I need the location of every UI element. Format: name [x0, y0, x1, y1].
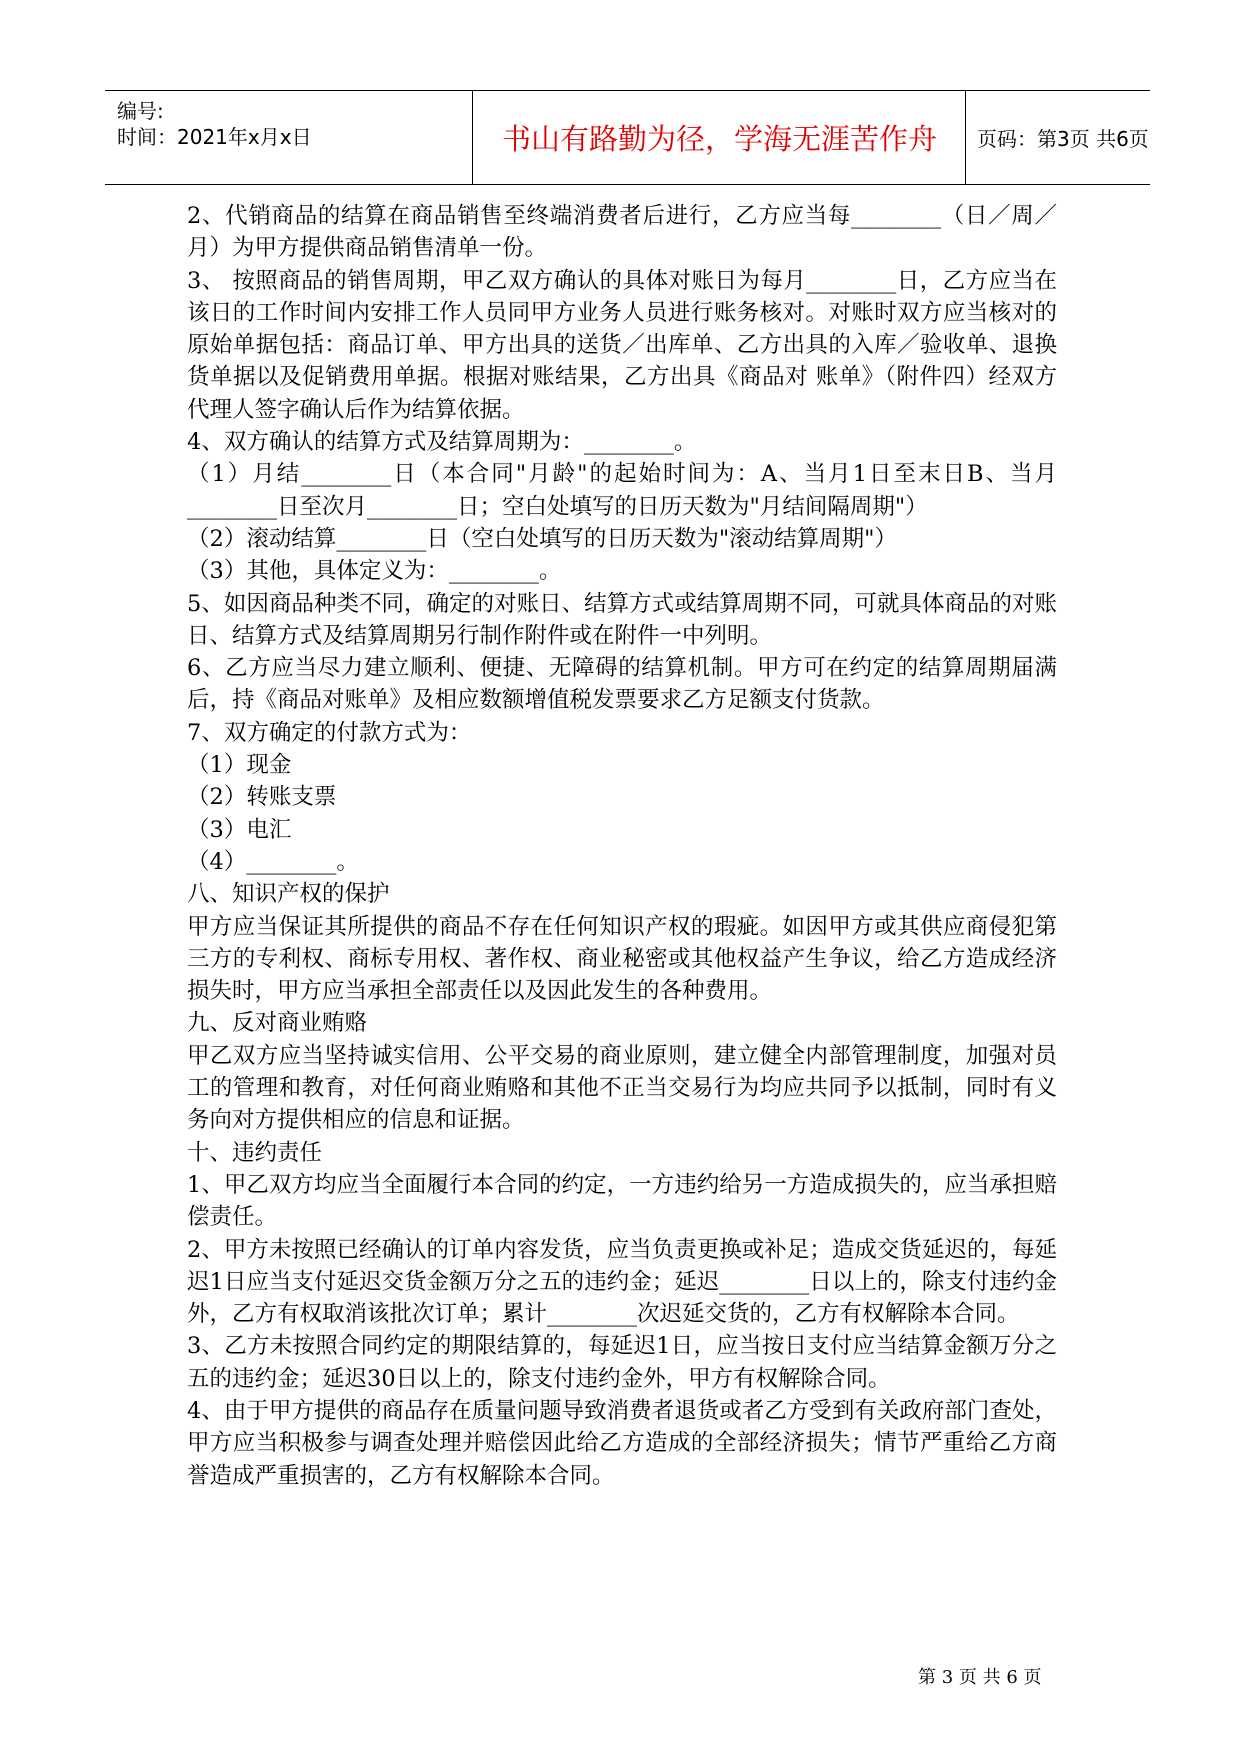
header-page-label: 页码：第3页 共6页: [977, 127, 1149, 151]
paragraph: 3、乙方未按照合同约定的期限结算的，每延迟1日，应当按日支付应当结算金额万分之五的违约金；延迟30日以上的，除支付违约金外，甲方有权解除合同。: [187, 1333, 1057, 1392]
paragraph: （1）月结________日（本合同"月龄"的起始时间为：A、当月1日至末日B、当月________日至次月________日；空白处填写的日历天数为"月结间隔周期"）: [187, 461, 1057, 520]
page-footer-indicator: 第 3 页 共 6 页: [918, 1667, 1042, 1688]
paragraph: 甲乙双方应当坚持诚实信用、公平交易的商业原则，建立健全内部管理制度，加强对员工的管理和教育，对任何商业贿赂和其他不正当交易行为均应共同予以抵制，同时有义务向对方提供相应的信息和证据。: [187, 1042, 1057, 1134]
paragraph: 2、甲方未按照已经确认的订单内容发货，应当负责更换或补足；造成交货延迟的，每延迟1日应当支付延迟交货金额万分之五的违约金；延迟________日以上的，除支付违约金外，乙方有权取消该批次订单；累计________次迟延交货的，乙方有权解除本合同。: [187, 1236, 1057, 1328]
paragraph: 7、双方确定的付款方式为：: [187, 719, 472, 746]
page-header: [105, 90, 1150, 185]
paragraph: （4）________。: [187, 848, 359, 875]
header-motto: 书山有路勤为径，学海无涯苦作舟: [501, 122, 937, 156]
document-body: [187, 200, 1057, 1492]
paragraph: 4、双方确认的结算方式及结算周期为：________。: [187, 429, 697, 456]
section-heading: 十、违约责任: [187, 1139, 323, 1166]
paragraph: 6、乙方应当尽力建立顺利、便捷、无障碍的结算机制。甲方可在约定的结算周期届满后，持《商品对账单》及相应数额增值税发票要求乙方足额支付货款。: [187, 655, 1057, 714]
paragraph: （2）转账支票: [187, 784, 337, 811]
section-heading: 八、知识产权的保护: [187, 881, 390, 908]
paragraph: （1）现金: [187, 752, 292, 779]
section-heading: 九、反对商业贿赂: [187, 1010, 368, 1037]
header-page-cell: [977, 91, 1149, 184]
paragraph: （3）电汇: [187, 816, 292, 843]
paragraph: 5、如因商品种类不同，确定的对账日、结算方式或结算周期不同，可就具体商品的对账日、结算方式及结算周期另行制作附件或在附件一中列明。: [187, 590, 1057, 649]
document-time-label: 时间：2021年x月x日: [117, 125, 312, 149]
paragraph: 3、 按照商品的销售周期，甲乙双方确认的具体对账日为每月________日，乙方应当在该日的工作时间内安排工作人员同甲方业务人员进行账务核对。对账时双方应当核对的原始单据包括：商品订单、甲方出具的送货／出库单、乙方出具的入库／验收单、退换货单据以及促销费用单据。根据对账结果，乙方出具《商品对 账单》（附件四）经双方代理人签字确认后作为结算依据。: [187, 267, 1057, 423]
paragraph: （2）滚动结算________日（空白处填写的日历天数为"滚动结算周期"）: [187, 525, 898, 552]
paragraph: 2、代销商品的结算在商品销售至终端消费者后进行，乙方应当每________（日／周／月）为甲方提供商品销售清单一份。: [187, 203, 1057, 262]
header-meta-cell: [117, 91, 473, 184]
paragraph: （3）其他，具体定义为：________。: [187, 558, 562, 585]
paragraph: 4、由于甲方提供的商品存在质量问题导致消费者退货或者乙方受到有关政府部门查处，甲方应当积极参与调查处理并赔偿因此给乙方造成的全部经济损失；情节严重给乙方商誉造成严重损害的，乙方有权解除本合同。: [187, 1397, 1057, 1489]
paragraph: 甲方应当保证其所提供的商品不存在任何知识产权的瑕疵。如因甲方或其供应商侵犯第三方的专利权、商标专用权、著作权、商业秘密或其他权益产生争议，给乙方造成经济损失时，甲方应当承担全部责任以及因此发生的各种费用。: [187, 913, 1057, 1005]
document-number-label: 编号:: [117, 99, 164, 123]
paragraph: 1、甲乙双方均应当全面履行本合同的约定，一方违约给另一方造成损失的，应当承担赔偿责任。: [187, 1171, 1057, 1231]
header-motto-cell: [474, 91, 966, 184]
